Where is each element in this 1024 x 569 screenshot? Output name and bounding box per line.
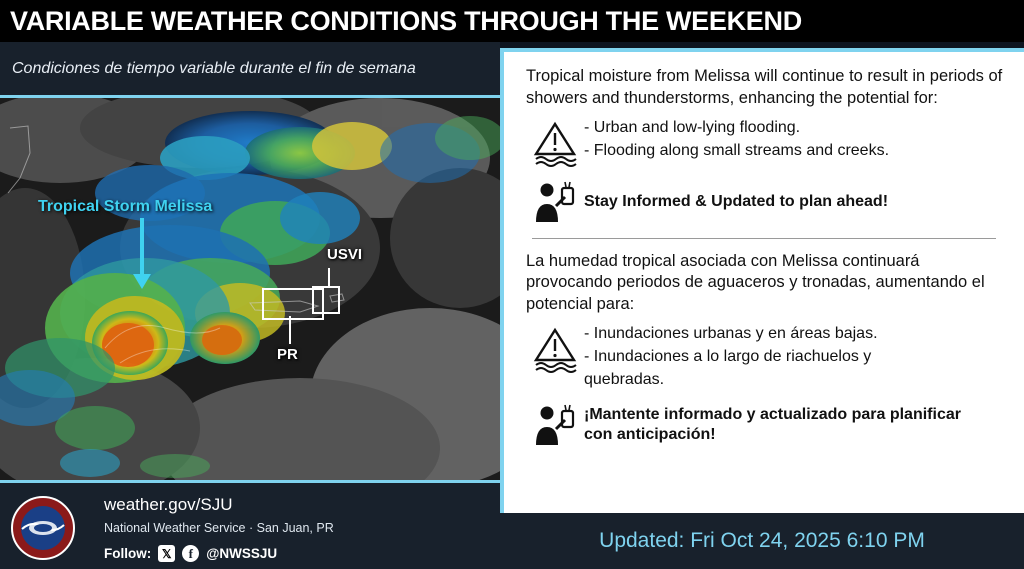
spanish-bullet-list [584,322,1006,392]
message-panel [500,48,1024,513]
website-url[interactable]: weather.gov/SJU [104,495,233,514]
spanish-call-to-action [584,405,961,445]
subhead-text: Condiciones de tiempo variable durante el fin de semana [12,59,416,77]
english-flood-bullets [526,116,1006,168]
footer [0,480,500,569]
list-item: - Urban and low-lying flooding. [584,118,801,136]
headline-bar [0,0,1024,42]
flood-warning-icon [526,116,584,168]
pr-leader-line [289,316,291,344]
storm-arrow-icon [140,218,144,276]
usvi-label: USVI [327,246,363,263]
nws-seal-logo [10,495,76,561]
pr-label: PR [277,346,298,363]
list-item: - Inundaciones a lo largo de riachuelos y [584,348,872,366]
section-divider [532,238,996,239]
usvi-leader-line [328,268,330,286]
office-name: National Weather Service · San Juan, PR [104,521,334,535]
person-with-phone-icon [526,401,584,449]
spanish-flood-bullets [526,322,1006,392]
english-bullet-list [584,116,1006,162]
list-item: quebradas. [584,371,665,389]
person-with-phone-icon-svg [532,403,578,449]
english-call-to-action: Stay Informed & Updated to plan ahead! [584,192,889,210]
english-intro: Tropical moisture from Melissa will continue to result in periods of showers and thunderstorms, enhancing the potential for: [526,67,1003,107]
updated-timestamp: Updated: Fri Oct 24, 2025 6:10 PM [599,529,925,552]
follow-label: Follow: [104,546,152,561]
updated-bar [500,513,1024,569]
page-title: VARIABLE WEATHER CONDITIONS THROUGH THE WEEKEND [10,5,802,36]
spanish-cta-line-2: con anticipación! [584,426,716,444]
storm-name-label: Tropical Storm Melissa [38,198,213,215]
facebook-icon[interactable]: f [182,545,199,562]
english-cta-row [526,178,1006,226]
usvi-box [312,286,340,314]
satellite-image-panel [0,95,500,483]
spanish-cta-line-1: ¡Mantente informado y actualizado para planificar [584,406,961,424]
x-twitter-icon[interactable]: 𝕏 [158,545,175,562]
social-handle[interactable]: @NWSSJU [206,546,278,561]
person-with-phone-icon [526,178,584,226]
social-follow-row [104,545,277,562]
list-item: - Inundaciones urbanas y en áreas bajas. [584,324,878,342]
spanish-cta-row [526,401,1006,449]
spanish-intro: La humedad tropical asociada con Melissa continuará provocando periodos de aguaceros y tronadas, aumentando el potencial para: [526,251,985,314]
flood-warning-icon-svg [532,324,578,374]
flood-warning-icon [526,322,584,374]
satellite-imagery [0,98,500,480]
person-with-phone-icon-svg [532,180,578,226]
flood-warning-icon-svg [532,118,578,168]
list-item: - Flooding along small streams and creeks. [584,141,890,159]
subhead-bar [0,42,500,95]
